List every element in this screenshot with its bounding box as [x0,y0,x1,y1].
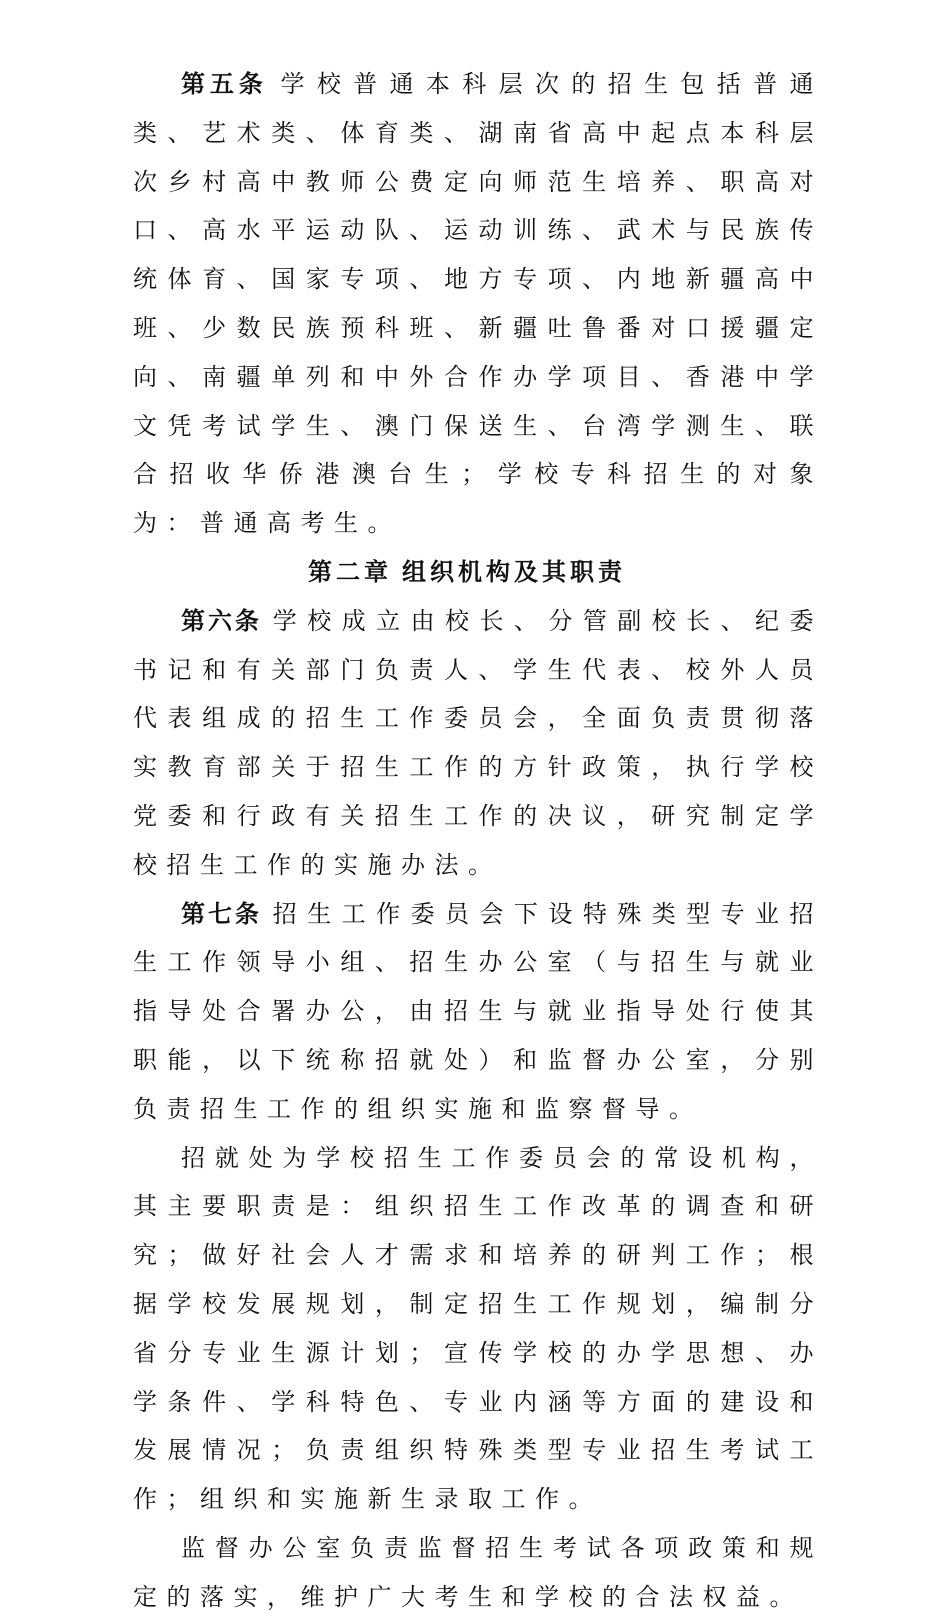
zhaojiuchu-duties-paragraph: 招就处为学校招生工作委员会的常设机构，其主要职责是：组织招生工作改革的调查和研究；做好社会人才需求和培养的研判工作；根据学校发展规划，制定招生工作规划，编制分省分专业生源计划；宣传学校的办学思想、办学条件、学科特色、专业内涵等方面的建设和发展情况；负责组织特殊类型专业招生考试工作；组织和实施新生录取工作。 [133,1143,823,1514]
supervision-office-paragraph: 监督办公室负责监督招生考试各项政策和规定的落实，维护广大考生和学校的合法权益。 [133,1533,823,1611]
article-7-paragraph [133,890,823,1134]
article-7-text: 招生工作委员会下设特殊类型专业招生工作领导小组、招生办公室（与招生与就业指导处合署办公，由招生与就业指导处行使其职能，以下统称招就处）和监督办公室，分别负责招生工作的组织实施和监察督导。 [133,899,824,1123]
article-5-label: 第五条 [181,70,268,98]
chapter-2-title: 组织机构及其职责 [402,557,626,586]
chapter-2-number: 第二章 [308,557,392,586]
article-5-text: 学校普通本科层次的招生包括普通类、艺术类、体育类、湖南省高中起点本科层次乡村高中教师公费定向师范生培养、职高对口、高水平运动队、运动训练、武术与民族传统体育、国家专项、地方专项、内地新疆高中班、少数民族预科班、新疆吐鲁番对口援疆定向、南疆单列和中外合作办学项目、香港中学文凭考试学生、澳门保送生、台湾学测生、联合招收华侨港澳台生；学校专科招生的对象为：普通高考生。 [133,70,824,538]
article-6-label: 第六条 [181,606,262,635]
article-5-paragraph [133,60,823,548]
chapter-2-heading [133,548,823,597]
article-7-label: 第七条 [181,899,262,928]
document-page [133,60,823,1622]
article-6-text: 学校成立由校长、分管副校长、纪委书记和有关部门负责人、学生代表、校外人员代表组成的招生工作委员会，全面负责贯彻落实教育部关于招生工作的方针政策，执行学校党委和行政有关招生工作的决议，研究制定学校招生工作的实施办法。 [133,606,824,879]
article-6-paragraph [133,597,823,890]
